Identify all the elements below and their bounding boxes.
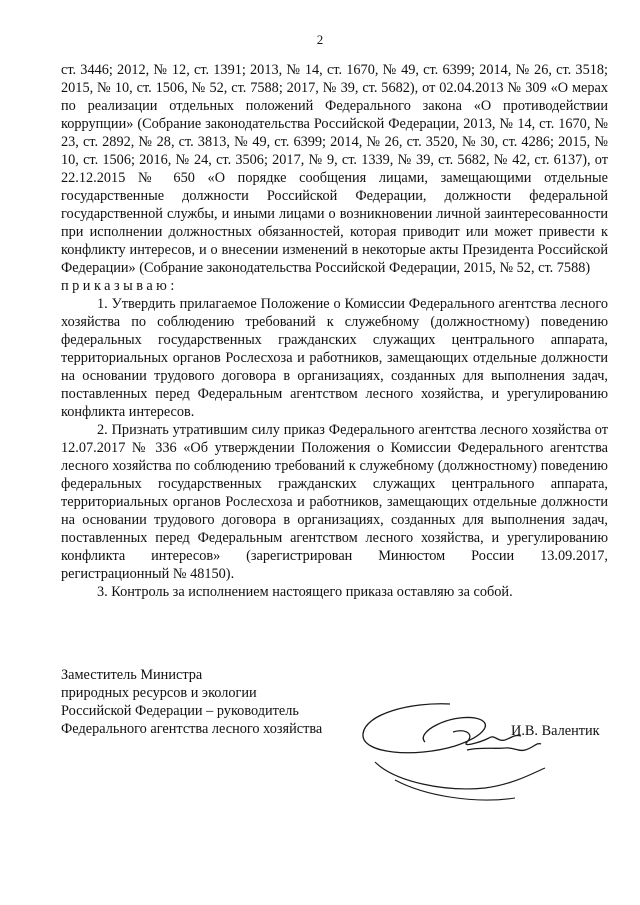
signer-title-line-1: Заместитель Министра	[61, 667, 203, 683]
handwritten-signature	[355, 692, 555, 812]
document-body	[61, 61, 608, 601]
orders-word: приказываю:	[61, 278, 178, 294]
signer-name: И.В. Валентик	[511, 723, 600, 739]
order-item-3: 3. Контроль за исполнением настоящего приказа оставляю за собой.	[97, 584, 513, 600]
page-number: 2	[316, 32, 324, 47]
signer-title-line-2: природных ресурсов и экологии	[61, 685, 257, 701]
preamble-paragraph: ст. 3446; 2012, № 12, ст. 1391; 2013, № 14, ст. 1670, № 49, ст. 6399; 2014, № 26, ст. 3518; 2015, № 10, ст. 1506, № 52, ст. 7588; 2017, № 39, ст. 5682), от 02.04.2013 № 309 «О мерах по реализации отдельных положений Федерального закона «О противодействии коррупции» (Собрание законодательства Российской Федерации, 2013, № 14, ст. 1670, № 23, ст. 2892, № 28, ст. 3813, № 49, ст. 6399; 2014, № 26, ст. 3520, № 30, ст. 4286; 2015, № 10, ст. 1506; 2016, № 24, ст. 3506; 2017, № 9, ст. 1339, № 39, ст. 5682, № 42, ст. 6137), от 22.12.2015 № 650 «О порядке сообщения лицами, замещающими отдельные государственные должности Российской Федерации, должности федеральной государственной службы, и иными лицами о возникновении личной заинтересованности при исполнении должностных обязанностей, которая приводит или может привести к конфликту интересов, и о внесении изменений в некоторые акты Президента Российской Федерации» (Собрание законодательства Российской Федерации, 2015, № 52, ст. 7588)	[61, 62, 608, 276]
order-item-2: 2. Признать утратившим силу приказ Федерального агентства лесного хозяйства от 12.07.2017 № 336 «Об утверждении Положения о Комиссии Федерального агентства лесного хозяйства по соблюдению требований к служебному (должностному) поведению федеральных государственных гражданских служащих центрального аппарата, территориальных органов Рослесхоза и работников, замещающих отдельные должности на основании трудового договора в организациях, созданных для выполнения задач, поставленных перед Федеральным агентством лесного хозяйства, и урегулированию конфликта интересов» (зарегистрирован Минюстом России 13.09.2017, регистрационный № 48150).	[61, 422, 608, 582]
signer-title-line-3: Российской Федерации – руководитель	[61, 703, 299, 719]
order-item-1: 1. Утвердить прилагаемое Положение о Комиссии Федерального агентства лесного хозяйства по соблюдению требований к служебному (должностному) поведению федеральных государственных гражданских служащих центрального аппарата, территориальных органов Рослесхоза и работников, замещающих отдельные должности на основании трудового договора в организациях, созданных для выполнения задач, поставленных перед Федеральным агентством лесного хозяйства, и урегулированию конфликта интересов.	[61, 296, 608, 420]
signer-title-line-4: Федерального агентства лесного хозяйства	[61, 721, 323, 737]
